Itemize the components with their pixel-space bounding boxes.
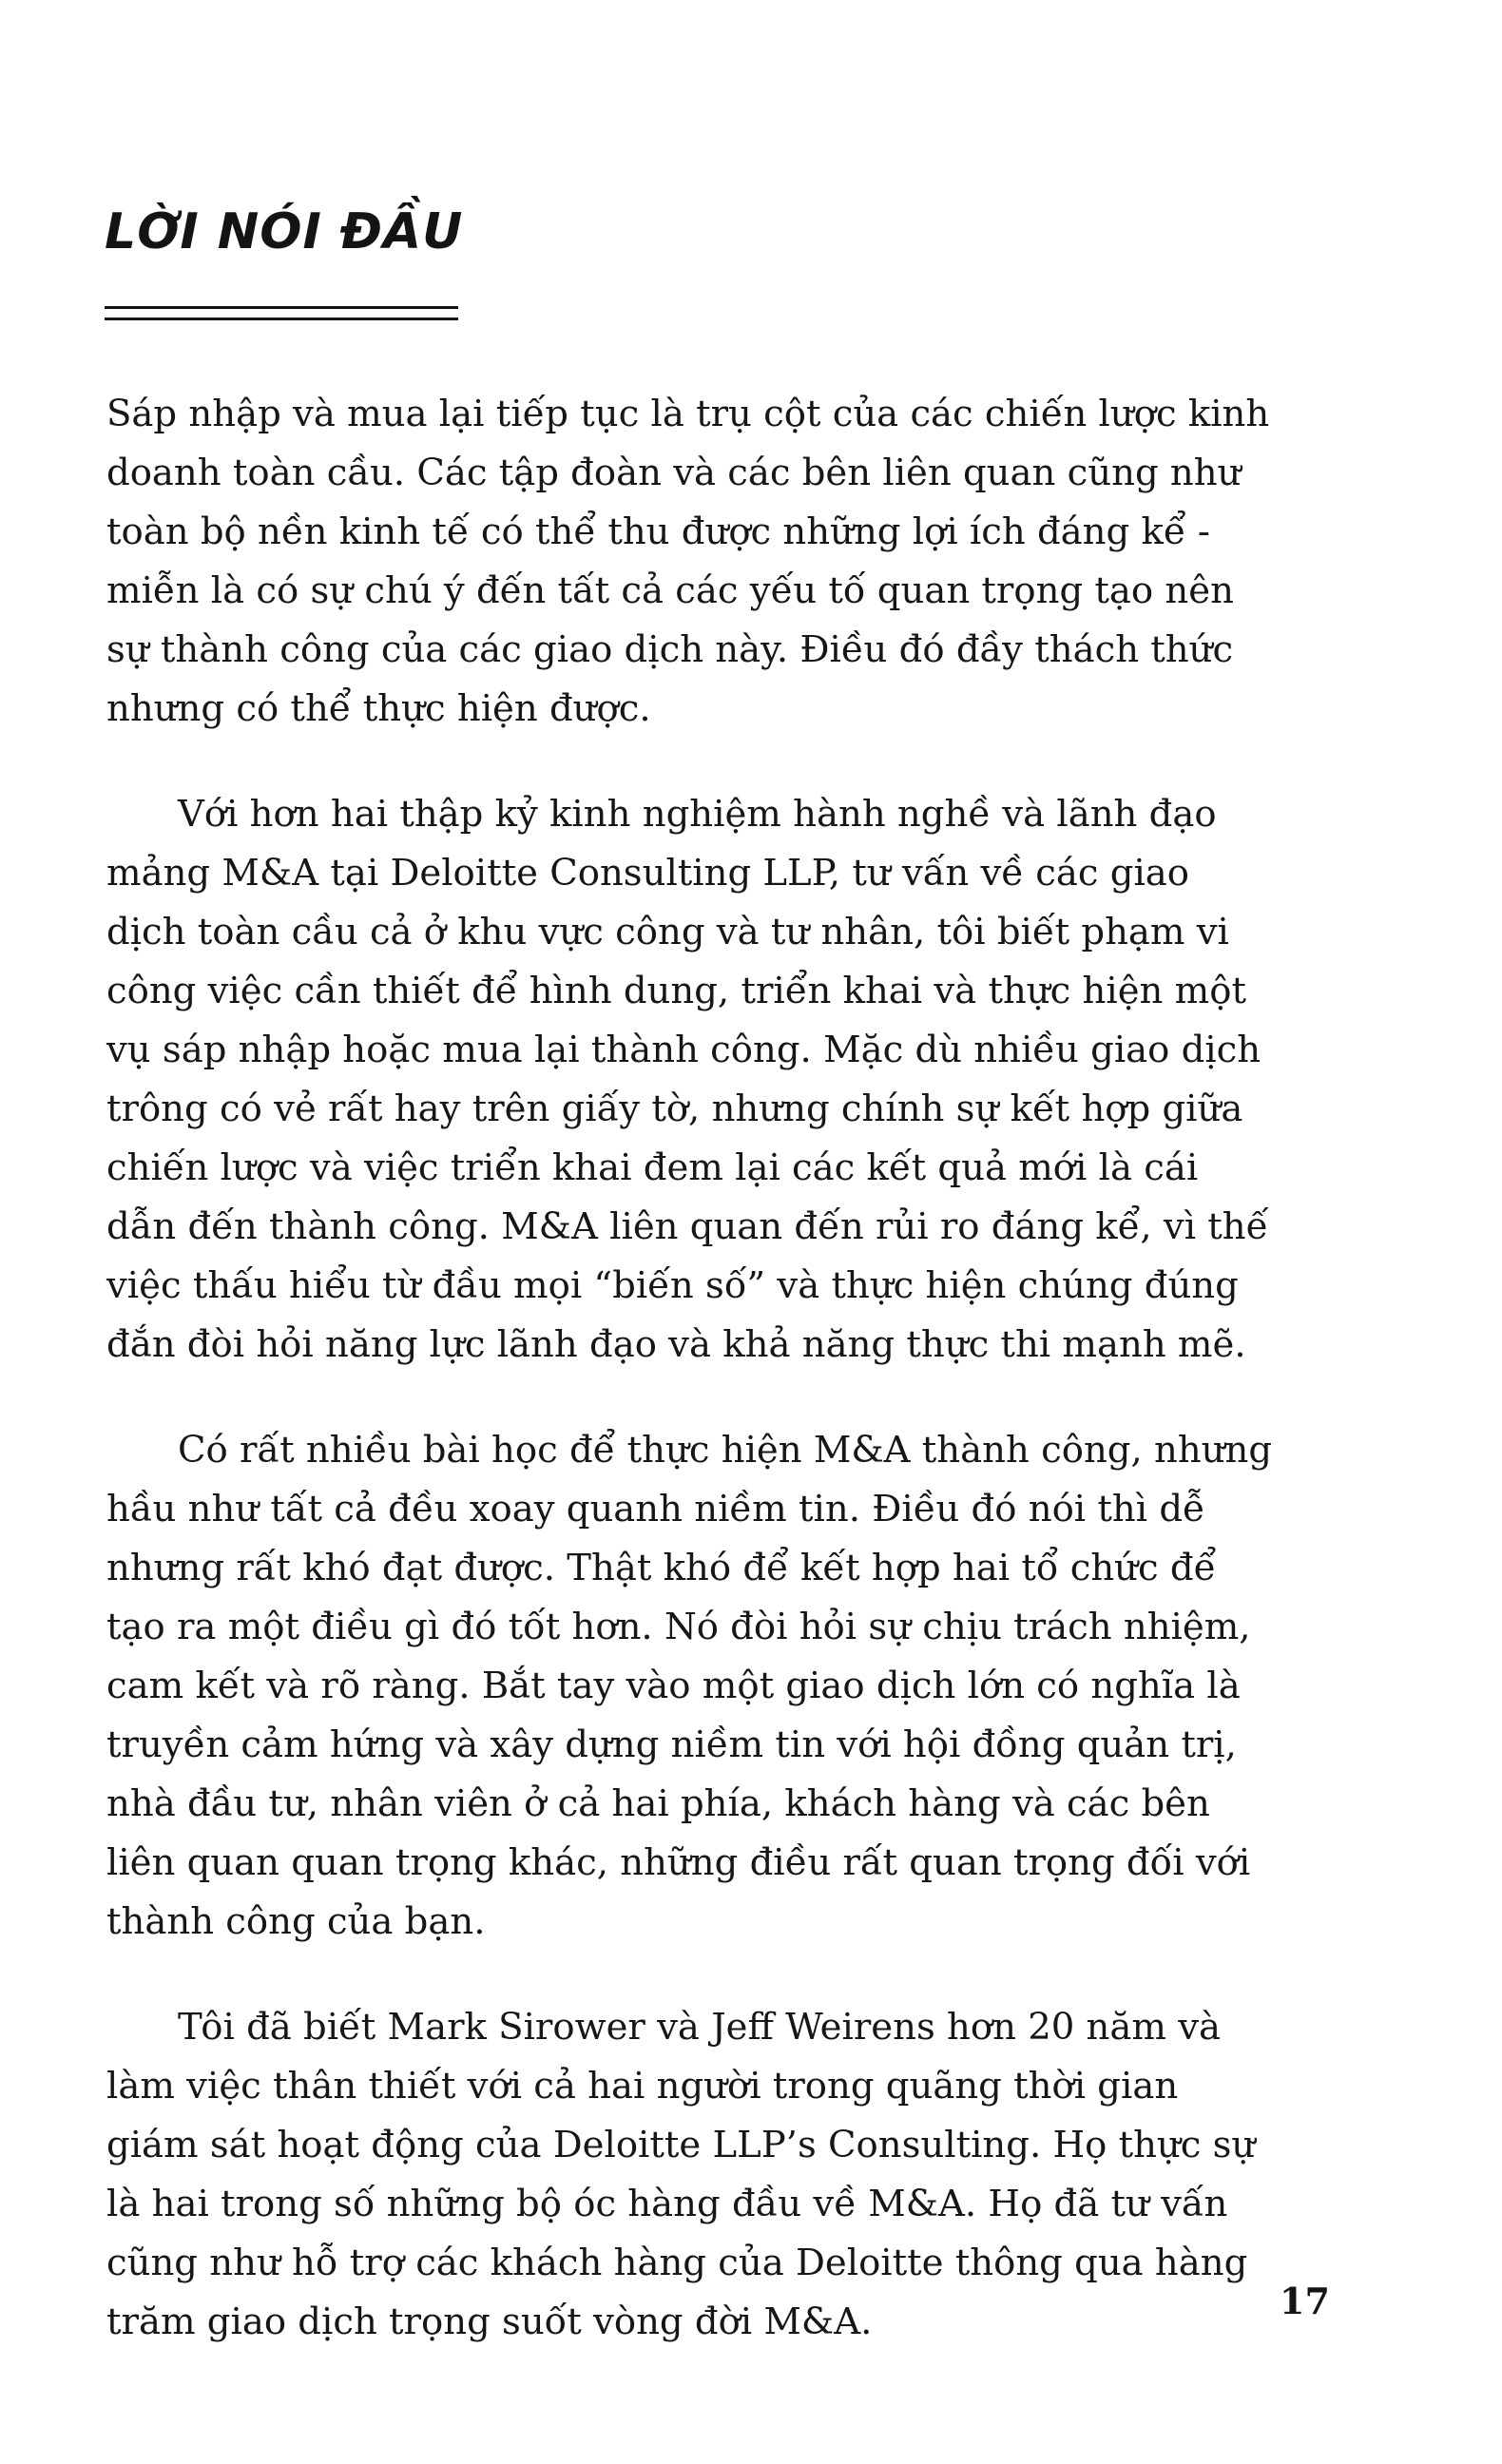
text-line: vụ sáp nhập hoặc mua lại thành công. Mặc dù nhiều giao dịch (106, 1029, 1261, 1071)
text-line: làm việc thân thiết với cả hai người trong quãng thời gian (106, 2065, 1179, 2108)
text-line: là hai trong số những bộ óc hàng đầu về M&A. Họ đã tư vấn (106, 2183, 1228, 2225)
text-line: Có rất nhiều bài học để thực hiện M&A thành công, nhưng (178, 1429, 1273, 1472)
text-line: trông có vẻ rất hay trên giấy tờ, nhưng chính sự kết hợp giữa (106, 1088, 1243, 1130)
page-number: 17 (1280, 2280, 1330, 2322)
text-line: liên quan quan trọng khác, những điều rất quan trọng đối với (106, 1841, 1251, 1884)
title-underline-bottom (105, 318, 458, 320)
text-line: Với hơn hai thập kỷ kinh nghiệm hành nghề và lãnh đạo (178, 793, 1217, 836)
text-line: nhưng rất khó đạt được. Thật khó để kết hợp hai tổ chức để (106, 1547, 1217, 1589)
text-line: thành công của bạn. (106, 1900, 486, 1943)
text-line: chiến lược và việc triển khai đem lại các kết quả mới là cái (106, 1146, 1199, 1189)
text-line: việc thấu hiểu từ đầu mọi “biến số” và thực hiện chúng đúng (106, 1264, 1239, 1307)
paragraph (106, 385, 1342, 739)
text-line: tạo ra một điều gì đó tốt hơn. Nó đòi hỏi sự chịu trách nhiệm, (106, 1606, 1251, 1648)
text-line: hầu như tất cả đều xoay quanh niềm tin. Điều đó nói thì dễ (106, 1488, 1205, 1530)
text-line: doanh toàn cầu. Các tập đoàn và các bên liên quan cũng như (106, 452, 1242, 494)
text-line: miễn là có sự chú ý đến tất cả các yếu tố quan trọng tạo nên (106, 569, 1234, 612)
text-line: toàn bộ nền kinh tế có thể thu được những lợi ích đáng kể - (106, 510, 1210, 553)
text-line: dẫn đến thành công. M&A liên quan đến rủi ro đáng kể, vì thế (106, 1205, 1269, 1248)
text-line: cũng như hỗ trợ các khách hàng của Deloitte thông qua hàng (106, 2242, 1248, 2284)
paragraph (106, 785, 1342, 1375)
text-line: mảng M&A tại Deloitte Consulting LLP, tư vấn về các giao (106, 852, 1190, 895)
text-line: nhà đầu tư, nhân viên ở cả hai phía, khách hàng và các bên (106, 1782, 1210, 1825)
text-line: cam kết và rõ ràng. Bắt tay vào một giao dịch lớn có nghĩa là (106, 1665, 1241, 1707)
chapter-title: LỜI NÓI ĐẦU (105, 203, 464, 260)
text-line: trăm giao dịch trọng suốt vòng đời M&A. (106, 2300, 873, 2343)
text-line: giám sát hoạt động của Deloitte LLP’s Consulting. Họ thực sự (106, 2124, 1256, 2166)
text-line: dịch toàn cầu cả ở khu vực công và tư nhân, tôi biết phạm vi (106, 911, 1229, 953)
text-line: công việc cần thiết để hình dung, triển khai và thực hiện một (106, 970, 1246, 1012)
paragraph (106, 1998, 1342, 2352)
title-underline-top (105, 306, 458, 309)
text-line: truyền cảm hứng và xây dựng niềm tin với hội đồng quản trị, (106, 1723, 1237, 1766)
paragraph (106, 1421, 1342, 1952)
text-line: Tôi đã biết Mark Sirower và Jeff Weirens hơn 20 năm và (178, 2006, 1222, 2049)
text-line: Sáp nhập và mua lại tiếp tục là trụ cột của các chiến lược kinh (106, 393, 1270, 435)
text-line: nhưng có thể thực hiện được. (106, 687, 651, 730)
body-text (106, 385, 1342, 2398)
text-line: sự thành công của các giao dịch này. Điều đó đầy thách thức (106, 628, 1234, 671)
text-line: đắn đòi hỏi năng lực lãnh đạo và khả năng thực thi mạnh mẽ. (106, 1323, 1246, 1366)
